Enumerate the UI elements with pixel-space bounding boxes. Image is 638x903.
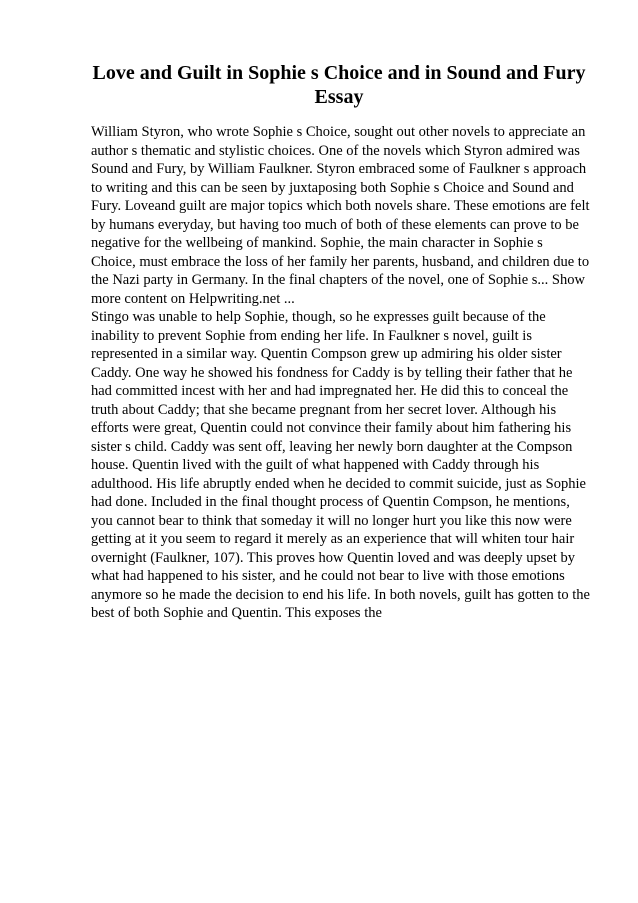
document-body	[91, 123, 591, 623]
document-title: Love and Guilt in Sophie s Choice and in Sound and Fury Essay	[92, 62, 586, 108]
paragraph-continuation: Stingo was unable to help Sophie, though, so he expresses guilt because of the inability to prevent Sophie from ending her life. In Faulkner s novel, guilt is represented in a similar way. Quentin Compson grew up admiring his older sister Caddy. One way he showed his fondness for Caddy is by telling their father that he had committed incest with her and had impregnated her. He did this to conceal the truth about Caddy; that she became pregnant from her secret lover. Although his efforts were great, Quentin could not convince their family about him fathering his sister s child. Caddy was sent off, leaving her newly born daughter at the Compson house. Quentin lived with the guilt of what happened with Caddy through his adulthood. His life abruptly ended when he decided to commit suicide, just as Sophie had done. Included in the final thought process of Quentin Compson, he mentions, you cannot bear to think that someday it will no longer hurt you like this now were getting at it you seem to regard it merely as an experience that will whiten tour hair overnight (Faulkner, 107). This proves how Quentin loved and was deeply upset by what had happened to his sister, and he could not bear to live with those emotions anymore so he made the decision to end his life. In both novels, guilt has gotten to the best of both Sophie and Quentin. This exposes the	[91, 309, 590, 621]
paragraph-intro: William Styron, who wrote Sophie s Choice, sought out other novels to appreciate an author s thematic and stylistic choices. One of the novels which Styron admired was Sound and Fury, by William Faulkner. Styron embraced some of Faulkner s approach to writing and this can be seen by juxtaposing both Sophie s Choice and Sound and Fury. Loveand guilt are major topics which both novels share. These emotions are felt by humans everyday, but having too much of both of these elements can prove to be negative for the wellbeing of mankind. Sophie, the main character in Sophie s Choice, must embrace the loss of her family her parents, husband, and children due to the Nazi party in Germany. In the final chapters of the novel, one of Sophie s... Show more content on Helpwriting.net ...	[91, 124, 590, 307]
